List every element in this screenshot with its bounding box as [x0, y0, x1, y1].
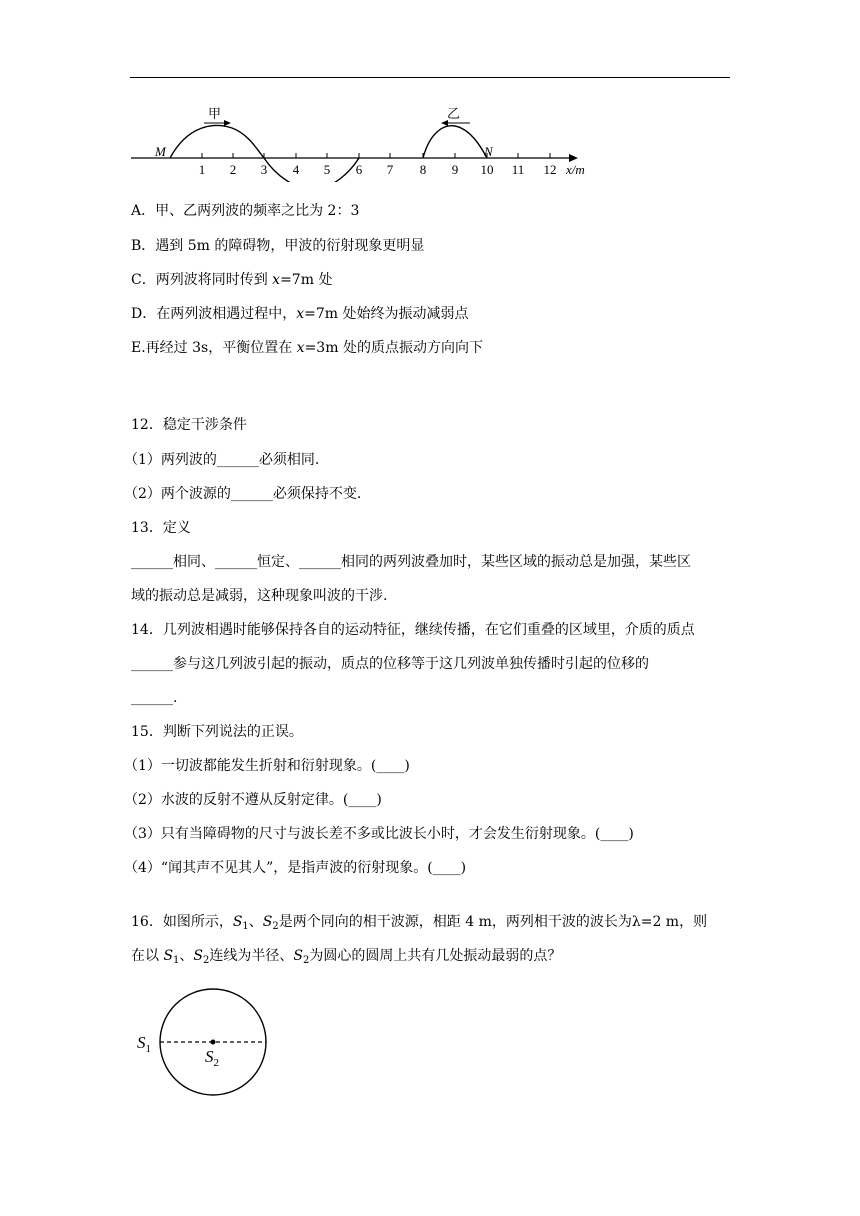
tick-label-2: 2 [229, 162, 237, 177]
q16-s2: S [262, 914, 273, 930]
q12-line1: （1）两列波的______必须相同. [124, 452, 320, 468]
q16-l2-s1: S [163, 948, 174, 964]
point-m-label: M [155, 144, 166, 159]
label-s2-main: S [205, 1047, 214, 1066]
q15-item2: （2）水波的反射不遵从反射定律。(____) [124, 792, 382, 808]
tick-label-9: 9 [451, 162, 459, 177]
option-d [131, 304, 469, 324]
option-e-var: x [296, 340, 305, 356]
tick-label-10: 10 [480, 162, 494, 177]
q16-s2-sub: 2 [272, 921, 279, 932]
option-e [131, 338, 483, 358]
q15-item4: （4）“闻其声不见其人”，是指声波的衍射现象。(____) [124, 860, 467, 876]
label-s1-sub: 1 [145, 1043, 151, 1055]
q14-line1: 14．几列波相遇时能够保持各自的运动特征，继续传播，在它们重叠的区域里，介质的质点 [131, 622, 695, 638]
tick-label-6: 6 [355, 162, 363, 177]
q16-l2-s2b: S [293, 948, 303, 964]
tick-label-1: 1 [198, 162, 206, 177]
q16-l2-b: 连线为半径、 [209, 948, 294, 964]
option-e-pre: E.再经过 3s，平衡位置在 [131, 340, 297, 356]
wave-yi-label: 乙 [447, 106, 461, 121]
x-axis-arrow-icon [569, 154, 578, 162]
q16-sep: 、 [248, 914, 263, 930]
q16-l2-s2b-sub: 2 [302, 955, 310, 966]
q12-title: 12．稳定干涉条件 [131, 417, 247, 433]
circle-figure [130, 980, 280, 1120]
tick-label-7: 7 [386, 162, 394, 177]
option-a: A．甲、乙两列波的频率之比为 2：3 [131, 203, 360, 219]
right-arrow-icon [224, 120, 231, 126]
option-d-pre: D．在两列波相遇过程中， [131, 306, 297, 322]
q13-line2: 域的振动总是减弱，这种现象叫波的干涉. [131, 588, 388, 604]
tick-label-12: 12 [543, 162, 557, 177]
label-s1 [137, 1033, 151, 1055]
tick-label-4: 4 [292, 162, 300, 177]
q14-line3: ______. [131, 690, 178, 706]
q16-s1: S [232, 914, 243, 930]
q15-title: 15．判断下列说法的正误。 [131, 724, 303, 740]
q16-l2-c: 为圆心的圆周上共有几处振动最弱的点？ [309, 948, 562, 964]
tick-label-8: 8 [419, 162, 427, 177]
center-dot [211, 1040, 216, 1045]
option-b: B．遇到 5m 的障碍物，甲波的衍射现象更明显 [131, 238, 425, 254]
q16-l2-a: 在以 [131, 948, 164, 964]
wave-jia-label: 甲 [208, 106, 222, 121]
option-c-var: x [272, 272, 281, 288]
q15-item1: （1）一切波都能发生折射和衍射现象。(____) [124, 758, 410, 774]
option-d-var: x [296, 306, 305, 322]
q16-l2-sep: 、 [179, 948, 194, 964]
tick-label-3: 3 [260, 162, 268, 177]
q16-s1-sub: 1 [242, 921, 249, 932]
label-s2-sub: 2 [213, 1057, 219, 1069]
tick-label-11: 11 [511, 162, 525, 177]
axis-label: x/m [566, 162, 585, 177]
option-e-post: =3m 处的质点振动方向向下 [304, 340, 483, 356]
tick-labels [199, 162, 557, 177]
q16-l2-s2: S [193, 948, 204, 964]
q15-item3: （3）只有当障碍物的尺寸与波长差不多或比波长小时，才会发生衍射现象。(____) [124, 826, 634, 842]
q14-line2: ______参与这几列波引起的振动，质点的位移等于这几列波单独传播时引起的位移的 [131, 656, 649, 672]
q16-l2-s2-sub: 2 [203, 955, 210, 966]
point-n-label: N [484, 144, 493, 159]
q12-line2: （2）两个波源的______必须保持不变. [124, 486, 362, 502]
q16-l2-s1-sub: 1 [173, 955, 180, 966]
q13-title: 13．定义 [131, 520, 191, 536]
option-c-post: =7m 处 [280, 272, 333, 288]
label-s2 [205, 1047, 219, 1069]
q16-l1-a: 16．如图所示， [131, 914, 233, 930]
option-d-post: =7m 处始终为振动减弱点 [304, 306, 469, 322]
header-rule [130, 77, 730, 78]
option-c [131, 270, 332, 290]
option-c-pre: C．两列波将同时传到 [131, 272, 273, 288]
q16-l1-b: 是两个同向的相干波源，相距 4 m，两列相干波的波长为λ=2 m，则 [278, 914, 708, 930]
q16-line2 [131, 946, 561, 971]
axis-ticks [202, 153, 550, 158]
wave-figure [125, 97, 595, 182]
tick-label-5: 5 [323, 162, 331, 177]
q13-line1: ______相同、______恒定、______相同的两列波叠加时，某些区域的振动总是加强，某些区 [131, 554, 691, 570]
label-s1-main: S [137, 1033, 146, 1052]
q16-line1 [131, 912, 707, 937]
